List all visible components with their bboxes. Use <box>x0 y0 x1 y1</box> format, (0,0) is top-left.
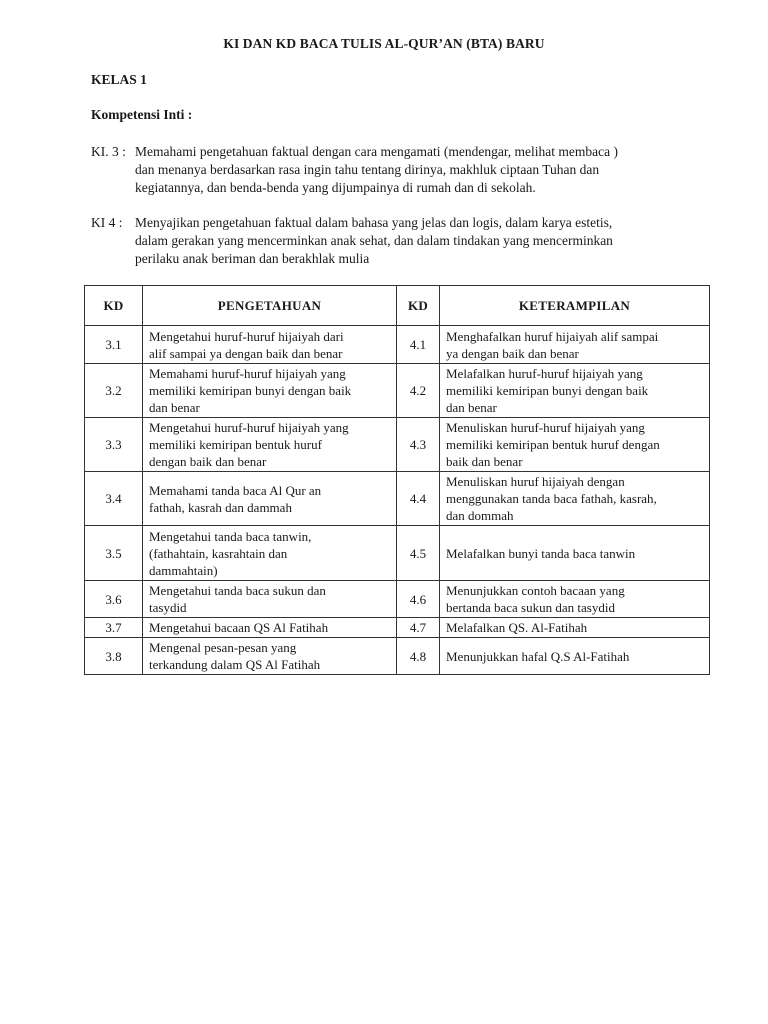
ki-3-paragraph <box>91 143 691 197</box>
knowledge-cell <box>143 418 397 472</box>
ki-3-description <box>135 143 691 197</box>
table-row <box>85 472 710 526</box>
kd-knowledge-number: 3.7 <box>85 618 143 638</box>
table-row <box>85 526 710 581</box>
knowledge-line: Mengetahui bacaan QS Al Fatihah <box>149 620 329 635</box>
knowledge-line: dammahtain) <box>149 562 218 578</box>
skill-cell <box>440 364 710 418</box>
header-skill: KETERAMPILAN <box>440 286 710 326</box>
ki-4-line: dalam gerakan yang mencerminkan anak sehat, dan dalam tindakan yang mencerminkan <box>135 233 613 248</box>
knowledge-line: Mengetahui tanda baca sukun dan <box>149 583 326 598</box>
kd-knowledge-number: 3.2 <box>85 364 143 418</box>
ki-3-code: KI. 3 : <box>91 144 126 159</box>
kd-skill-number: 4.6 <box>397 581 440 618</box>
skill-line: ya dengan baik dan benar <box>446 345 579 361</box>
skill-line: memiliki kemiripan bentuk huruf dengan <box>446 437 660 452</box>
ki-4-paragraph <box>91 214 691 268</box>
kd-skill-number: 4.5 <box>397 526 440 581</box>
skill-line: menggunakan tanda baca fathah, kasrah, <box>446 491 657 506</box>
kd-skill-number: 4.1 <box>397 326 440 364</box>
skill-line: baik dan benar <box>446 454 523 469</box>
kd-table-body <box>85 326 710 675</box>
knowledge-line: Mengenal pesan-pesan yang <box>149 640 297 655</box>
kd-skill-number: 4.8 <box>397 638 440 675</box>
skill-line: bertanda baca sukun dan tasydid <box>446 600 615 615</box>
header-kd-skill: KD <box>397 286 440 326</box>
skill-cell <box>440 326 710 364</box>
knowledge-line: tasydid <box>149 600 187 615</box>
table-row <box>85 326 710 364</box>
knowledge-line: fathah, kasrah dan dammah <box>149 499 292 515</box>
table-row <box>85 638 710 675</box>
skill-line: Menuliskan huruf-huruf hijaiyah yang <box>446 420 645 435</box>
skill-line: Menghafalkan huruf hijaiyah alif sampai <box>446 328 659 344</box>
ki-3-line: dan menanya berdasarkan rasa ingin tahu tentang dirinya, makhluk ciptaan Tuhan dan <box>135 162 600 177</box>
skill-line: Menunjukkan contoh bacaan yang <box>446 583 625 598</box>
kd-skill-number: 4.7 <box>397 618 440 638</box>
knowledge-line: Mengetahui huruf-huruf hijaiyah dari <box>149 328 344 344</box>
header-kd-knowledge: KD <box>85 286 143 326</box>
skill-cell <box>440 618 710 638</box>
knowledge-line: dan benar <box>149 400 200 415</box>
document-title: KI DAN KD BACA TULIS AL-QUR’AN (BTA) BARU <box>223 36 545 51</box>
knowledge-line: terkandung dalam QS Al Fatihah <box>149 657 321 672</box>
knowledge-line: dengan baik dan benar <box>149 454 267 469</box>
table-header-row <box>85 286 710 326</box>
skill-cell <box>440 418 710 472</box>
header-knowledge: PENGETAHUAN <box>143 286 397 326</box>
ki-4-code: KI 4 : <box>91 215 123 230</box>
kd-knowledge-number: 3.4 <box>85 472 143 526</box>
table-row <box>85 418 710 472</box>
knowledge-cell <box>143 364 397 418</box>
ki-3-line: Memahami pengetahuan faktual dengan cara mengamati (mendengar, melihat membaca ) <box>135 144 618 159</box>
knowledge-line: alif sampai ya dengan baik dan benar <box>149 345 343 361</box>
knowledge-line: memiliki kemiripan bunyi dengan baik <box>149 383 352 398</box>
skill-line: Melafalkan bunyi tanda baca tanwin <box>446 545 636 561</box>
knowledge-line: Mengetahui tanda baca tanwin, <box>149 528 312 544</box>
skill-line: Melafalkan QS. Al-Fatihah <box>446 620 588 635</box>
knowledge-cell <box>143 526 397 581</box>
skill-line: Melafalkan huruf-huruf hijaiyah yang <box>446 366 643 381</box>
knowledge-cell <box>143 326 397 364</box>
skill-line: memiliki kemiripan bunyi dengan baik <box>446 383 649 398</box>
kd-skill-number: 4.3 <box>397 418 440 472</box>
knowledge-line: Memahami huruf-huruf hijaiyah yang <box>149 366 346 381</box>
kd-knowledge-number: 3.6 <box>85 581 143 618</box>
core-competency-heading: Kompetensi Inti : <box>91 107 193 122</box>
ki-4-line: perilaku anak beriman dan berakhlak mulia <box>135 251 370 266</box>
kd-knowledge-number: 3.8 <box>85 638 143 675</box>
skill-cell <box>440 472 710 526</box>
table-row <box>85 364 710 418</box>
skill-line: Menuliskan huruf hijaiyah dengan <box>446 474 625 489</box>
kd-knowledge-number: 3.1 <box>85 326 143 364</box>
skill-line: dan benar <box>446 400 497 415</box>
skill-line: Menunjukkan hafal Q.S Al-Fatihah <box>446 648 630 664</box>
knowledge-line: Mengetahui huruf-huruf hijaiyah yang <box>149 420 349 435</box>
knowledge-line: Memahami tanda baca Al Qur an <box>149 482 322 498</box>
table-row <box>85 618 710 638</box>
knowledge-cell <box>143 618 397 638</box>
skill-cell <box>440 526 710 581</box>
kd-skill-number: 4.2 <box>397 364 440 418</box>
class-heading: KELAS 1 <box>91 72 147 87</box>
knowledge-cell <box>143 581 397 618</box>
ki-4-description <box>135 214 691 268</box>
skill-cell <box>440 581 710 618</box>
kd-table <box>84 285 710 675</box>
kd-knowledge-number: 3.5 <box>85 526 143 581</box>
table-row <box>85 581 710 618</box>
kd-knowledge-number: 3.3 <box>85 418 143 472</box>
knowledge-cell <box>143 472 397 526</box>
knowledge-line: memiliki kemiripan bentuk huruf <box>149 437 322 452</box>
ki-4-line: Menyajikan pengetahuan faktual dalam bahasa yang jelas dan logis, dalam karya estetis, <box>135 215 613 230</box>
knowledge-cell <box>143 638 397 675</box>
knowledge-line: (fathahtain, kasrahtain dan <box>149 545 288 561</box>
ki-3-line: kegiatannya, dan benda-benda yang dijumpainya di rumah dan di sekolah. <box>135 180 536 195</box>
skill-line: dan dommah <box>446 508 514 523</box>
skill-cell <box>440 638 710 675</box>
kd-skill-number: 4.4 <box>397 472 440 526</box>
